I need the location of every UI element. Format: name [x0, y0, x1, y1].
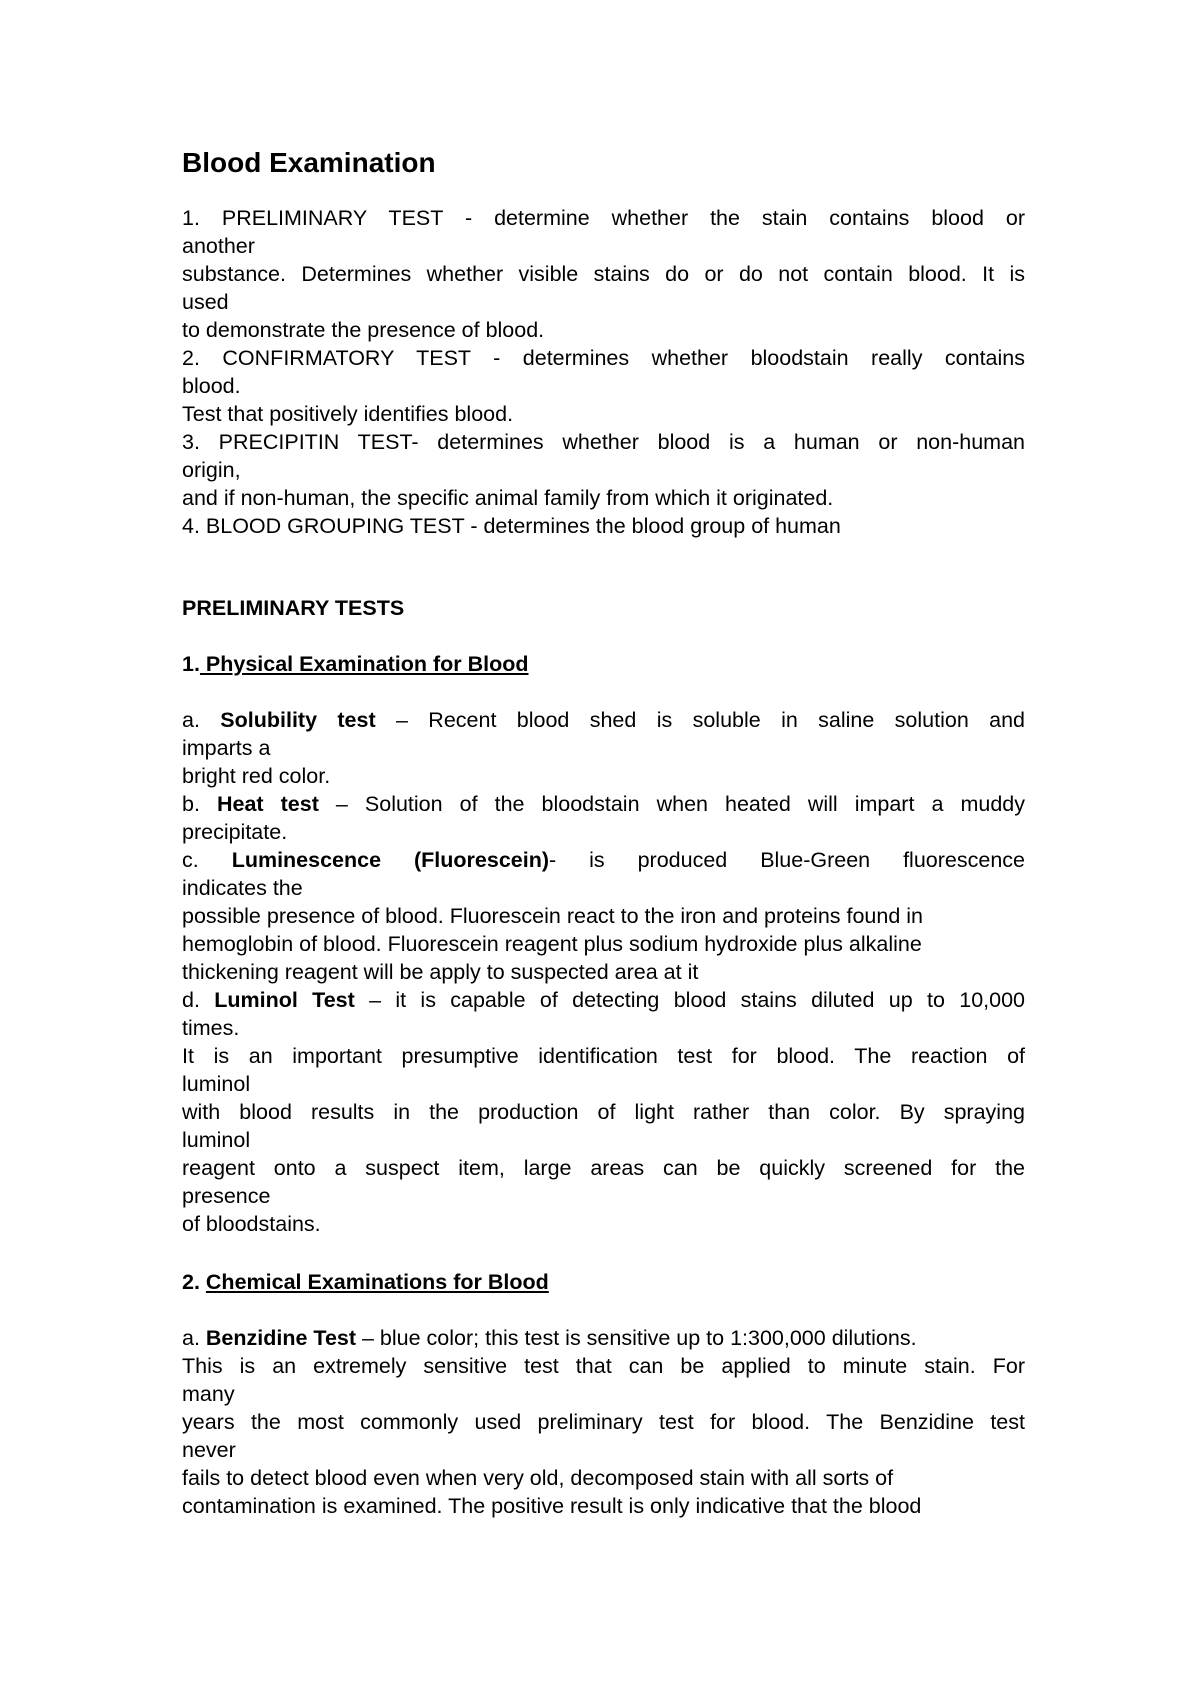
intro-line: 2. CONFIRMATORY TEST - determines whether bloodstain really contains — [182, 346, 1025, 370]
subsection-title: Physical Examination for Blood — [199, 652, 529, 676]
intro-line: Test that positively identifies blood. — [182, 402, 514, 426]
intro-line: origin, — [182, 458, 241, 482]
item-text: – blue color; this test is sensitive up to 1:300,000 dilutions. — [356, 1326, 917, 1350]
item-line: imparts a — [182, 736, 271, 760]
item-prefix: c. — [182, 848, 232, 872]
test-term: Heat test — [216, 792, 319, 816]
test-item-benzidine — [182, 1324, 1025, 1352]
item-line: indicates the — [182, 876, 303, 900]
item-text: – Recent blood shed is soluble in saline solution and — [375, 708, 1026, 732]
item-line: presence — [182, 1184, 271, 1208]
item-line: reagent onto a suspect item, large areas can be quickly screened for the — [182, 1156, 1025, 1180]
item-prefix: a. — [182, 708, 221, 732]
item-line: luminol — [182, 1072, 251, 1096]
intro-line: 4. BLOOD GROUPING TEST - determines the blood group of human — [182, 514, 841, 538]
item-line: contamination is examined. The positive result is only indicative that the blood — [182, 1494, 922, 1518]
intro-line: to demonstrate the presence of blood. — [182, 318, 545, 342]
intro-line: used — [182, 290, 229, 314]
section-heading-preliminary: PRELIMINARY TESTS — [182, 596, 405, 620]
item-line: years the most commonly used preliminary test for blood. The Benzidine test — [182, 1410, 1025, 1434]
document-body — [182, 147, 1025, 1520]
test-item-solubility — [182, 706, 1025, 734]
page-title: Blood Examination — [182, 147, 436, 178]
test-term: Benzidine Test — [205, 1326, 357, 1350]
intro-line: 3. PRECIPITIN TEST- determines whether blood is a human or non-human — [182, 430, 1025, 454]
item-text: - is produced Blue-Green fluorescence — [549, 848, 1025, 872]
item-line: This is an extremely sensitive test that can be applied to minute stain. For — [182, 1354, 1025, 1378]
intro-line: and if non-human, the specific animal family from which it originated. — [182, 486, 834, 510]
intro-line: 1. PRELIMINARY TEST - determine whether the stain contains blood or — [182, 206, 1025, 230]
test-item-luminol — [182, 986, 1025, 1014]
item-line: precipitate. — [182, 820, 288, 844]
test-term: Luminol Test — [214, 988, 355, 1012]
item-prefix: a. — [182, 1326, 206, 1350]
test-item-heat — [182, 790, 1025, 818]
item-line: many — [182, 1382, 235, 1406]
intro-line: another — [182, 234, 255, 258]
test-term: Solubility test — [220, 708, 376, 732]
item-line: It is an important presumptive identification test for blood. The reaction of — [182, 1044, 1025, 1068]
item-line: luminol — [182, 1128, 251, 1152]
item-line: possible presence of blood. Fluorescein react to the iron and proteins found in — [182, 904, 924, 928]
item-text: – it is capable of detecting blood stains diluted up to 10,000 — [354, 988, 1026, 1012]
item-line: bright red color. — [182, 764, 331, 788]
item-prefix: b. — [182, 792, 217, 816]
subsection-heading-physical — [182, 650, 1025, 678]
intro-line: blood. — [182, 374, 241, 398]
intro-line: substance. Determines whether visible stains do or do not contain blood. It is — [182, 262, 1025, 286]
subsection-heading-chemical — [182, 1268, 1025, 1296]
item-line: times. — [182, 1016, 240, 1040]
item-line: with blood results in the production of light rather than color. By spraying — [182, 1100, 1025, 1124]
subsection-title: Chemical Examinations for Blood — [205, 1270, 549, 1294]
test-item-luminescence — [182, 846, 1025, 874]
test-term: Luminescence (Fluorescein) — [231, 848, 549, 872]
item-line: never — [182, 1438, 236, 1462]
item-line: of bloodstains. — [182, 1212, 321, 1236]
item-line: fails to detect blood even when very old, decomposed stain with all sorts of — [182, 1466, 894, 1490]
item-text: – Solution of the bloodstain when heated will impart a muddy — [318, 792, 1026, 816]
item-line: thickening reagent will be apply to suspected area at it — [182, 960, 699, 984]
subsection-number: 2. — [182, 1270, 206, 1294]
item-prefix: d. — [182, 988, 215, 1012]
subsection-number: 1. — [182, 652, 200, 676]
item-line: hemoglobin of blood. Fluorescein reagent plus sodium hydroxide plus alkaline — [182, 932, 922, 956]
